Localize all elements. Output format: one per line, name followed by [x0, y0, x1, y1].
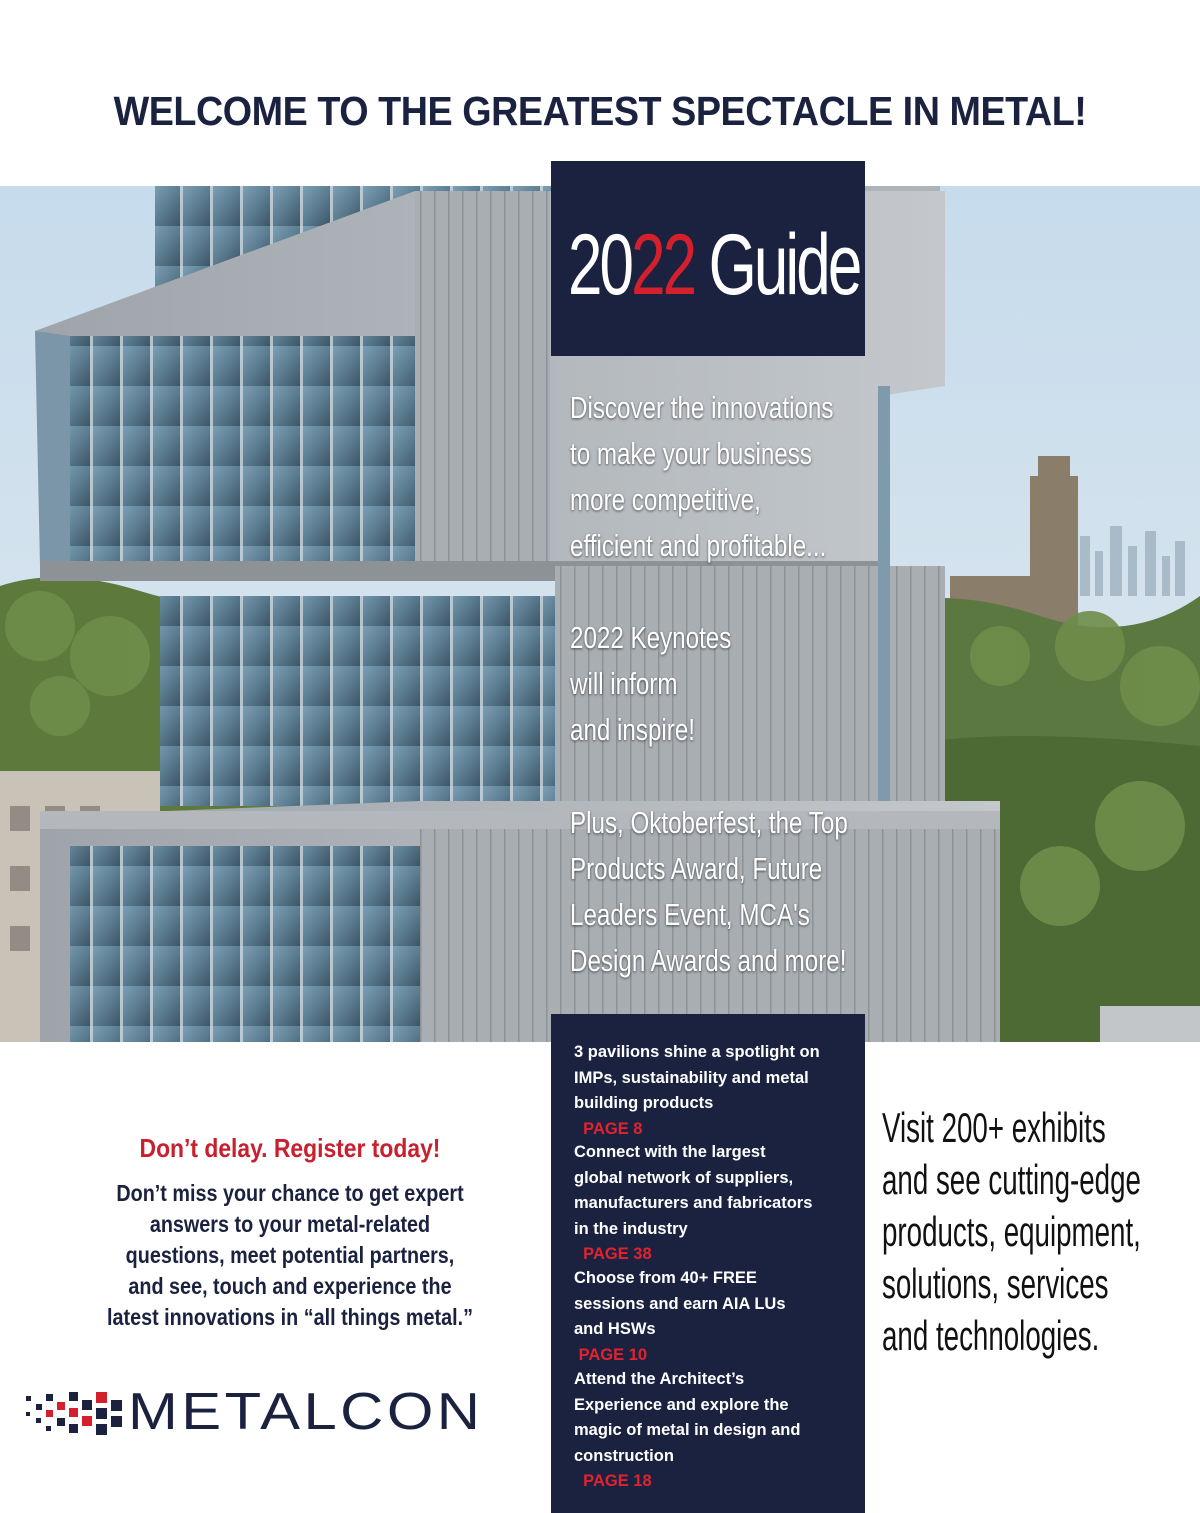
keynotes-line: will inform	[570, 666, 678, 701]
guide-year-white: 20	[568, 217, 632, 313]
plus-line: Leaders Event, MCA's	[570, 897, 810, 932]
keynotes-text	[570, 615, 827, 753]
highlight-line: Connect with the largest	[574, 1143, 766, 1161]
page-reference[interactable]: PAGE 10	[578, 1345, 648, 1364]
register-heading: Don’t delay. Register today!	[139, 1133, 441, 1163]
highlight-sessions	[574, 1266, 864, 1368]
register-line: questions, meet potential partners,	[125, 1242, 455, 1268]
plus-events-text	[570, 800, 848, 984]
highlight-text: and HSWs	[574, 1320, 656, 1338]
page-reference[interactable]: PAGE 18	[583, 1472, 652, 1490]
highlight-pavilions	[574, 1040, 864, 1142]
highlight-text: construction	[574, 1446, 674, 1465]
highlight-line: Experience and explore the	[574, 1395, 789, 1414]
register-line: answers to your metal-related	[149, 1211, 431, 1237]
highlight-line-last	[574, 1091, 864, 1142]
highlight-network	[574, 1140, 864, 1268]
highlight-line-last	[574, 1444, 864, 1495]
highlight-text: building products	[574, 1094, 714, 1112]
visit-line: solutions, services	[882, 1260, 1109, 1307]
visit-line: Visit 200+ exhibits	[882, 1104, 1106, 1151]
visit-exhibits-text	[882, 1102, 1141, 1362]
highlight-line: IMPs, sustainability and metal	[574, 1068, 809, 1087]
discover-line: Discover the innovations	[570, 390, 834, 425]
register-line: and see, touch and experience the	[128, 1273, 452, 1299]
register-line: latest innovations in “all things metal.”	[106, 1304, 473, 1330]
plus-line: Design Awards and more!	[570, 943, 847, 978]
keynotes-line: 2022 Keynotes	[570, 620, 732, 655]
page-reference[interactable]: PAGE 8	[583, 1119, 643, 1138]
page-reference[interactable]: PAGE 38	[583, 1245, 652, 1263]
metalcon-logo-text: METALCON	[128, 1383, 484, 1441]
checker-icon	[26, 1392, 122, 1435]
highlight-line: Attend the Architect’s	[574, 1370, 745, 1388]
register-body	[66, 1178, 513, 1333]
discover-line: to make your business	[570, 436, 812, 471]
highlight-architects	[574, 1367, 864, 1495]
highlight-line: sessions and earn AIA LUs	[574, 1294, 786, 1313]
highlight-text: in the industry	[574, 1219, 688, 1238]
highlight-line-last	[574, 1217, 864, 1268]
discover-line: efficient and profitable...	[570, 528, 827, 563]
guide-word: Guide	[694, 217, 860, 313]
page-headline: WELCOME TO THE GREATEST SPECTACLE IN METAL!	[113, 88, 1087, 134]
highlight-line: magic of metal in design and	[574, 1421, 801, 1439]
highlight-line: manufacturers and fabricators	[574, 1194, 813, 1212]
plus-line: Products Award, Future	[570, 851, 823, 886]
plus-line: Plus, Oktoberfest, the Top	[570, 805, 848, 840]
visit-line: and technologies.	[882, 1312, 1100, 1359]
highlight-line-last	[574, 1317, 864, 1368]
guide-year-red: 22	[631, 217, 695, 313]
guide-title	[568, 217, 860, 313]
register-line: Don’t miss your chance to get expert	[116, 1180, 464, 1206]
keynotes-line: and inspire!	[570, 712, 696, 747]
highlight-line: 3 pavilions shine a spotlight on	[574, 1043, 820, 1061]
highlight-line: global network of suppliers,	[574, 1168, 794, 1187]
visit-line: products, equipment,	[882, 1208, 1141, 1255]
visit-line: and see cutting-edge	[882, 1156, 1141, 1203]
highlight-line: Choose from 40+ FREE	[574, 1269, 757, 1287]
discover-line: more competitive,	[570, 482, 761, 517]
discover-text	[570, 385, 834, 569]
